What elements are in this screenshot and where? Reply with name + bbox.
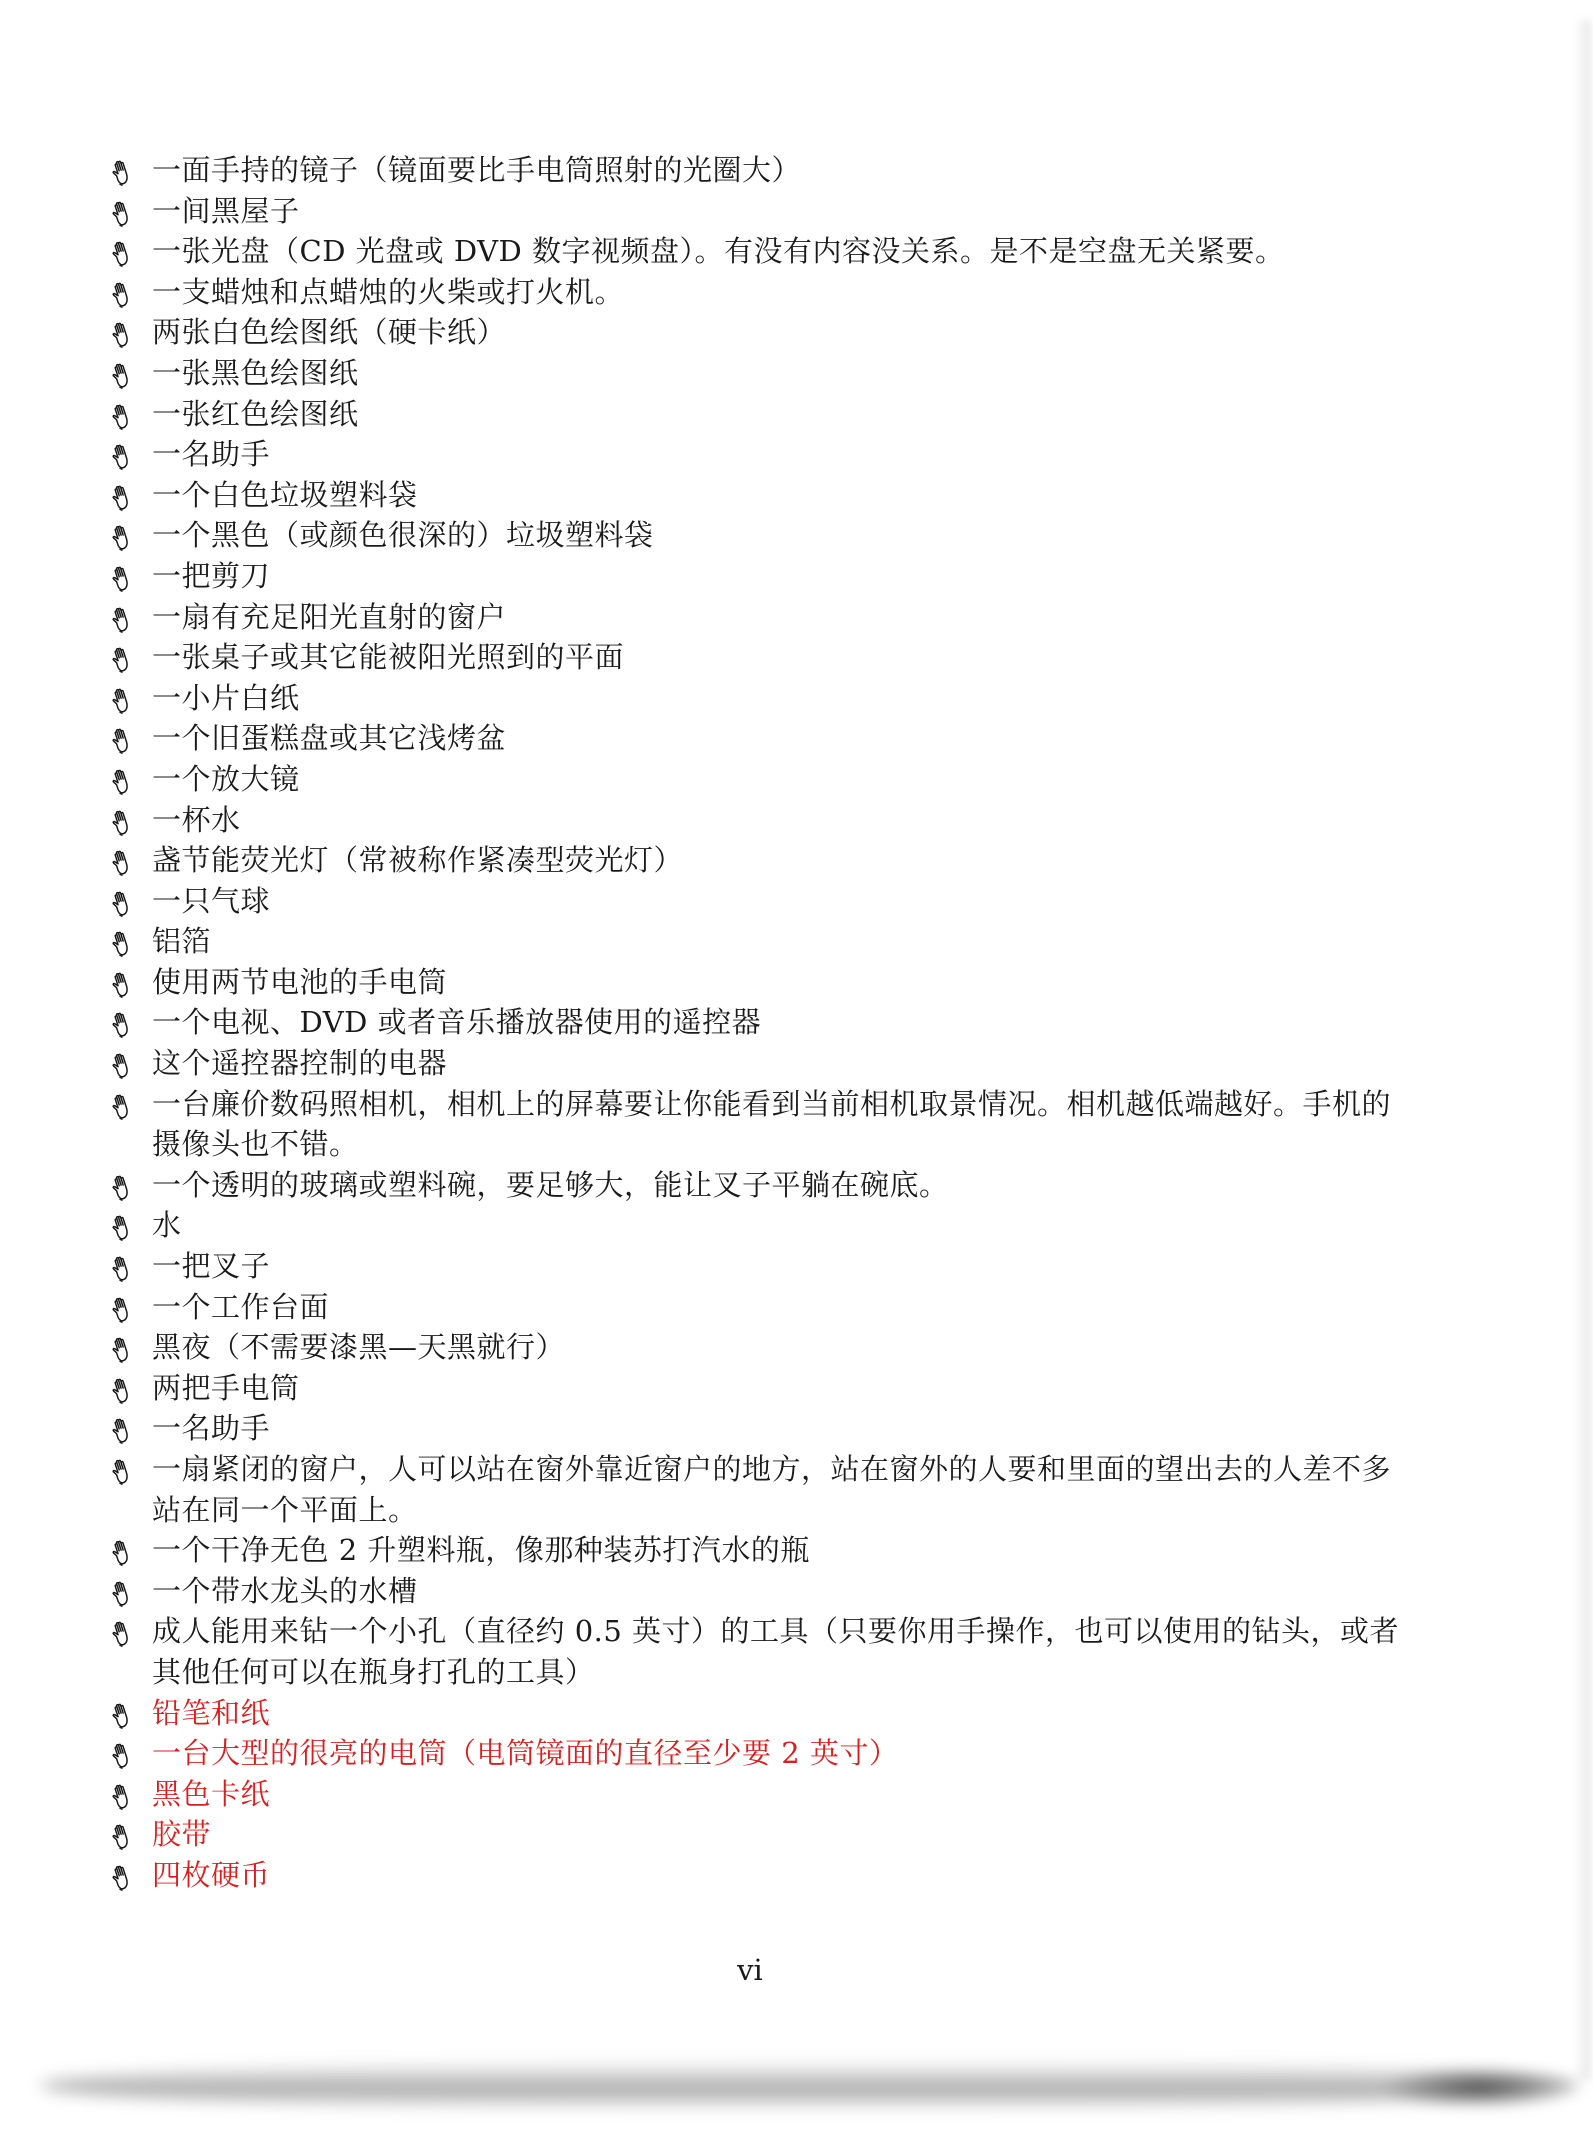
list-item [110,962,1410,1003]
list-item [110,1571,1410,1612]
hand-pointing-icon [110,807,136,835]
item-text: 一台大型的很亮的电筒（电筒镜面的直径至少要 2 英寸） [152,1736,899,1771]
list-item [110,1774,1410,1815]
item-text: 水 [152,1208,182,1243]
hand-pointing-icon [110,563,136,591]
hand-pointing-icon [110,1781,136,1809]
list-item [110,1084,1410,1165]
hand-pointing-icon [110,928,136,956]
item-text: 一个黑色（或颜色很深的）垃圾塑料袋 [152,518,654,553]
item-text: 一小片白纸 [152,680,300,715]
list-item [110,353,1410,394]
hand-pointing-icon [110,441,136,469]
item-text: 一个带水龙头的水槽 [152,1573,418,1608]
hand-pointing-icon [110,360,136,388]
hand-pointing-icon [110,1212,136,1240]
item-text: 一把叉子 [152,1249,271,1284]
hand-pointing-icon [110,482,136,510]
list-item [110,597,1410,638]
item-text: 铝箔 [152,924,212,959]
list-item [110,921,1410,962]
item-text: 一把剪刀 [152,558,271,593]
list-item [110,1530,1410,1571]
item-text: 胶带 [152,1817,212,1852]
item-text: 一扇有充足阳光直射的窗户 [152,599,507,634]
list-item [110,1449,1410,1530]
page-bottom-shadow [40,2060,1580,2110]
page-number: vi [737,1953,763,1987]
item-text: 一支蜡烛和点蜡烛的火柴或打火机。 [152,274,625,309]
item-text: 一张红色绘图纸 [152,396,359,431]
hand-pointing-icon [110,1578,136,1606]
hand-pointing-icon [110,1618,136,1646]
item-text: 一个干净无色 2 升塑料瓶，像那种装苏打汽水的瓶 [152,1533,810,1568]
list-item [110,1002,1410,1043]
hand-pointing-icon [110,319,136,347]
item-text: 两把手电筒 [152,1370,300,1405]
hand-pointing-icon [110,1700,136,1728]
hand-pointing-icon [110,157,136,185]
hand-pointing-icon [110,522,136,550]
hand-pointing-icon [110,1375,136,1403]
list-item [110,556,1410,597]
hand-pointing-icon [110,1172,136,1200]
hand-pointing-icon [110,1415,136,1443]
hand-pointing-icon [110,1740,136,1768]
item-text: 一张黑色绘图纸 [152,355,359,390]
list-item [110,1043,1410,1084]
hand-pointing-icon [110,1253,136,1281]
list-item [110,475,1410,516]
hand-pointing-icon [110,1456,136,1484]
hand-pointing-icon [110,1294,136,1322]
list-item [110,1693,1410,1734]
hand-pointing-icon [110,1821,136,1849]
item-text: 一个旧蛋糕盘或其它浅烤盆 [152,721,507,756]
list-item [110,718,1410,759]
list-item [110,1368,1410,1409]
hand-pointing-icon [110,847,136,875]
item-text: 一个工作台面 [152,1289,330,1324]
item-text: 一张光盘（CD 光盘或 DVD 数字视频盘）。有没有内容没关系。是不是空盘无关紧要。 [152,234,1285,269]
hand-pointing-icon [110,1050,136,1078]
item-text: 两张白色绘图纸（硬卡纸） [152,315,507,350]
list-item [110,1408,1410,1449]
item-text: 一扇紧闭的窗户，人可以站在窗外靠近窗户的地方，站在窗外的人要和里面的望出去的人差不多站在同一个平面上。 [152,1452,1392,1527]
item-text: 铅笔和纸 [152,1695,271,1730]
list-item [110,515,1410,556]
list-item [110,678,1410,719]
item-text: 一间黑屋子 [152,193,300,228]
hand-pointing-icon [110,279,136,307]
list-item [110,1246,1410,1287]
hand-pointing-icon [110,198,136,226]
list-item [110,881,1410,922]
item-text: 一台廉价数码照相机，相机上的屏幕要让你能看到当前相机取景情况。相机越低端越好。手机的摄像头也不错。 [152,1086,1392,1162]
item-text: 一个透明的玻璃或塑料碗，要足够大，能让叉子平躺在碗底。 [152,1167,949,1202]
item-text: 黑夜（不需要漆黑—天黑就行） [152,1330,566,1365]
list-item [110,272,1410,313]
list-item [110,1327,1410,1368]
hand-pointing-icon [110,969,136,997]
hand-pointing-icon [110,401,136,429]
hand-pointing-icon [110,604,136,632]
list-item [110,800,1410,841]
list-item [110,840,1410,881]
list-item [110,1165,1410,1206]
list-item [110,191,1410,232]
item-text: 一名助手 [152,437,271,472]
hand-pointing-icon [110,238,136,266]
list-item [110,434,1410,475]
list-item [110,1814,1410,1855]
hand-pointing-icon [110,1862,136,1890]
hand-pointing-icon [110,644,136,672]
hand-pointing-icon [110,1537,136,1565]
item-text: 一张桌子或其它能被阳光照到的平面 [152,640,625,675]
item-text: 一个电视、DVD 或者音乐播放器使用的遥控器 [152,1005,762,1040]
hand-pointing-icon [110,1009,136,1037]
item-text: 一个白色垃圾塑料袋 [152,477,418,512]
list-item [110,394,1410,435]
page-corner-shadow [1380,2065,1580,2110]
hand-pointing-icon [110,1091,136,1119]
list-item [110,1611,1410,1692]
list-item [110,1733,1410,1774]
item-text: 一面手持的镜子（镜面要比手电筒照射的光圈大） [152,153,802,187]
list-item [110,312,1410,353]
list-item [110,1287,1410,1328]
list-item [110,1855,1410,1896]
item-text: 一只气球 [152,883,271,918]
list-item [110,150,1410,191]
item-text: 一杯水 [152,802,241,837]
item-text: 黑色卡纸 [152,1776,271,1811]
hand-pointing-icon [110,766,136,794]
materials-list [110,150,1410,1896]
hand-pointing-icon [110,725,136,753]
list-item [110,231,1410,272]
item-text: 成人能用来钻一个小孔（直径约 0.5 英寸）的工具（只要你用手操作，也可以使用的钻头，或者其他任何可以在瓶身打孔的工具） [152,1614,1400,1689]
item-text: 一个放大镜 [152,761,300,796]
item-text: 这个遥控器控制的电器 [152,1046,448,1081]
hand-pointing-icon [110,685,136,713]
page-edge-shadow [1575,20,1591,2080]
item-text: 盏节能荧光灯（常被称作紧凑型荧光灯） [152,843,684,878]
list-item [110,759,1410,800]
hand-pointing-icon [110,888,136,916]
item-text: 使用两节电池的手电筒 [152,964,448,999]
list-item [110,637,1410,678]
item-text: 四枚硬币 [152,1857,271,1892]
list-item [110,1205,1410,1246]
item-text: 一名助手 [152,1411,271,1446]
hand-pointing-icon [110,1334,136,1362]
